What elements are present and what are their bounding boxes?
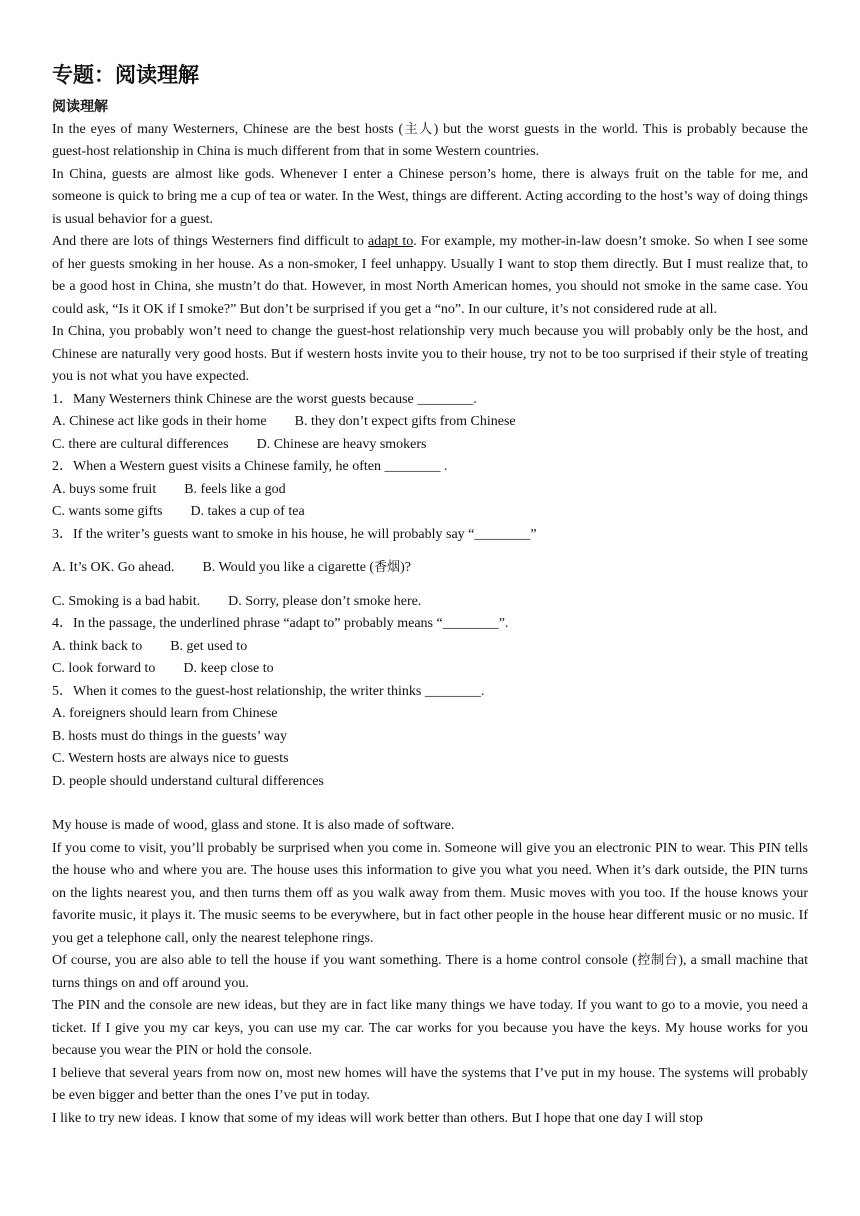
text-span: And there are lots of things Westerners find difficult to bbox=[52, 234, 368, 249]
page-title: 专题：阅读理解 bbox=[52, 63, 199, 87]
passage1-paragraph-3 bbox=[52, 231, 808, 321]
chinese-gloss: 香烟 bbox=[374, 560, 401, 575]
text-span: In the eyes of many Westerners, Chinese are the best hosts ( bbox=[52, 121, 404, 137]
underlined-phrase: adapt to bbox=[368, 234, 414, 249]
question-3-options-ab bbox=[52, 557, 808, 580]
question-3-options-cd: C. Smoking is a bad habit. D. Sorry, please don’t smoke here. bbox=[52, 593, 422, 609]
text-span: A. It’s OK. Go ahead. B. Would you like a cigarette ( bbox=[52, 560, 375, 575]
question-1-options-ab: A. Chinese act like gods in their home B. they don’t expect gifts from Chinese bbox=[52, 414, 516, 429]
question-5-option-d: D. people should understand cultural differences bbox=[52, 773, 324, 789]
passage2-paragraph-1: My house is made of wood, glass and stone. It is also made of software. bbox=[52, 818, 455, 833]
passage2-paragraph-6: I like to try new ideas. I know that some of my ideas will work better than others. But I hope that one day I will stop bbox=[52, 1110, 703, 1126]
chinese-gloss: 主人 bbox=[403, 121, 434, 137]
passage2-paragraph-2: If you come to visit, you’ll probably be surprised when you come in. Someone will give you an electronic PIN to wear. This PIN tells the house who and where you are. The house uses this information to give you what you need. When it’s dark outside, the PIN turns on the lights nearest you, and then turns them off as you walk away from them. Music moves with you too. If the house knows your favorite music, it plays it. The music seems to be everywhere, but in fact other people in the house hear different music or no music. If you get a telephone call, only the nearest telephone rings. bbox=[52, 840, 808, 946]
question-1-options-cd: C. there are cultural differences D. Chinese are heavy smokers bbox=[52, 436, 427, 452]
section-label: 阅读理解 bbox=[52, 99, 108, 115]
passage1-paragraph-1 bbox=[52, 119, 808, 164]
spacer bbox=[52, 793, 808, 815]
document-page bbox=[52, 58, 808, 1130]
question-4-options-cd: C. look forward to D. keep close to bbox=[52, 661, 274, 676]
question-5-option-c: C. Western hosts are always nice to guests bbox=[52, 751, 289, 766]
passage1-paragraph-4: In China, you probably won’t need to change the guest-host relationship very much because you will probably only be the host, and Chinese are naturally very good hosts. But if western hosts invite you to their house, try not to be too surprised if their style of treating you is not what you have expected. bbox=[52, 324, 808, 384]
spacer bbox=[52, 546, 808, 557]
passage2-paragraph-5: I believe that several years from now on, most new homes will have the systems that I’ve put in my house. The systems will probably be even bigger and better than the ones I’ve put in today. bbox=[52, 1065, 808, 1103]
text-span: )? bbox=[400, 560, 412, 575]
question-2: 2．When a Western guest visits a Chinese family, he often ________ . bbox=[52, 459, 448, 474]
chinese-gloss: 控制台 bbox=[636, 953, 679, 968]
passage2-paragraph-4: The PIN and the console are new ideas, but they are in fact like many things we have today. If you want to go to a movie, you need a ticket. If I give you my car keys, you can use my car. The car works for you because you have the keys. My house works for you because you wear the PIN or hold the console. bbox=[52, 998, 808, 1058]
text-span: Of course, you are also able to tell the house if you want something. There is a home control console ( bbox=[52, 953, 637, 968]
spacer bbox=[52, 580, 808, 591]
text-span: . For example, my mother-in-law doesn’t smoke. So when I see some of her guests smoking in her house. As a non-smoker, I feel unhappy. Usually I want to stop them directly. But I must realize that, to be a good host in China, she mustn’t do that. However, in most North American homes, you should not smoke in the same case. You could ask, “Is it OK if I smoke?” But don’t be surprised if you get a “no”. In our culture, it’s not considered rude at all. bbox=[52, 234, 808, 317]
text-span: ), a small machine that turns things on and off around you. bbox=[52, 953, 808, 991]
question-2-options-ab: A. buys some fruit B. feels like a god bbox=[52, 481, 286, 497]
passage2-paragraph-3 bbox=[52, 950, 808, 995]
question-1: 1．Many Westerners think Chinese are the worst guests because ________. bbox=[52, 391, 477, 407]
question-5-option-a: A. foreigners should learn from Chinese bbox=[52, 706, 278, 721]
passage1-paragraph-2: In China, guests are almost like gods. Whenever I enter a Chinese person’s home, there is always fruit on the table for me, and someone is quick to bring me a cup of tea or water. In the West, things are different. Acting according to the host’s way of doing things is usual behavior for a guest. bbox=[52, 166, 808, 227]
text-span: ) but the worst guests in the world. This is probably because the guest-host relationship in China is much different from that in some Western countries. bbox=[52, 121, 808, 159]
question-4-options-ab: A. think back to B. get used to bbox=[52, 638, 248, 654]
question-3: 3．If the writer’s guests want to smoke in his house, he will probably say “________” bbox=[52, 526, 537, 542]
question-5-option-b: B. hosts must do things in the guests’ way bbox=[52, 728, 288, 744]
question-4: 4．In the passage, the underlined phrase “adapt to” probably means “________”. bbox=[52, 616, 509, 631]
question-2-options-cd: C. wants some gifts D. takes a cup of tea bbox=[52, 504, 305, 519]
question-5: 5．When it comes to the guest-host relationship, the writer thinks ________. bbox=[52, 683, 485, 699]
